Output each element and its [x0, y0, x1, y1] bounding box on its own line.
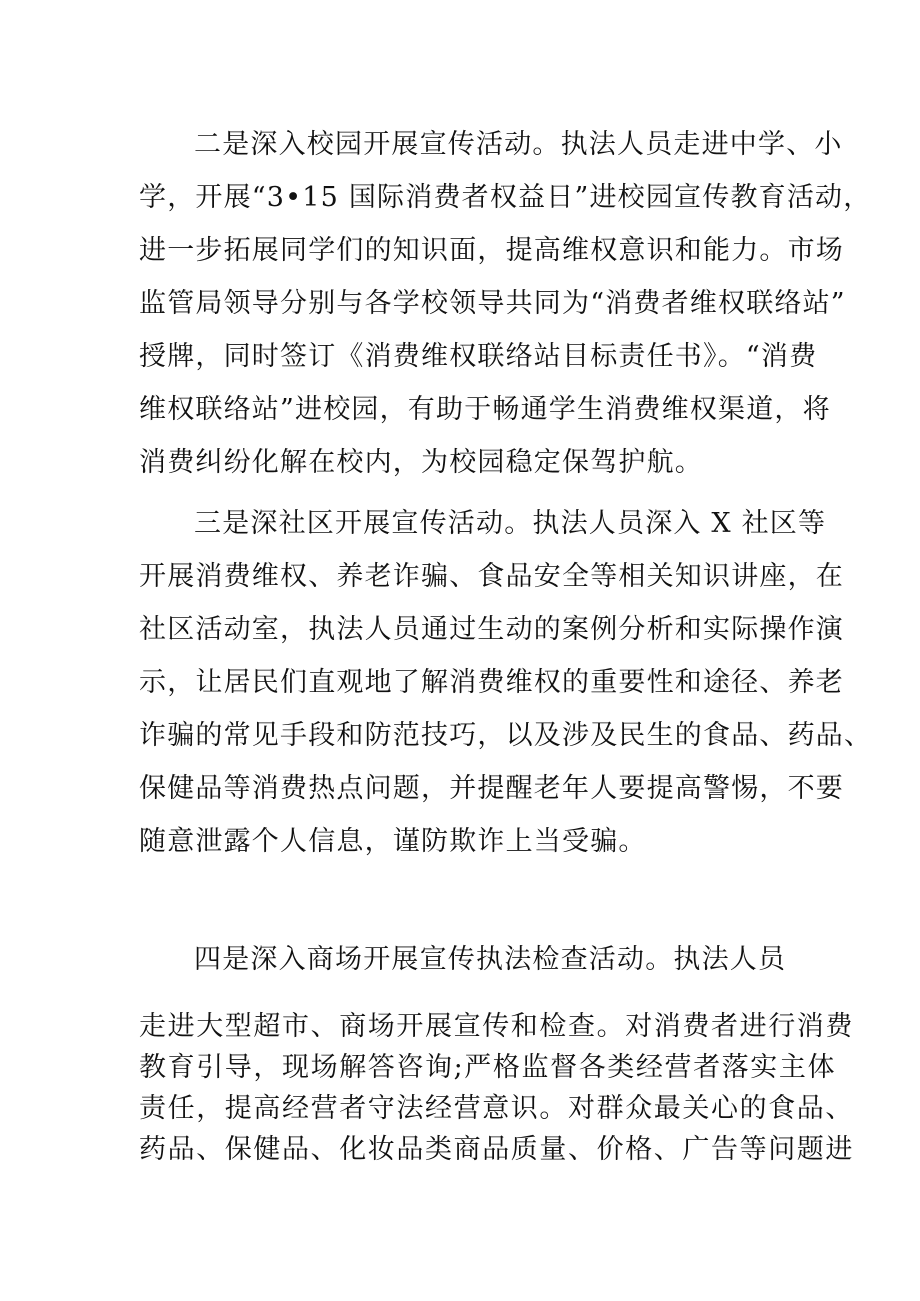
- paragraph-2-line-5: 诈骗的常见手段和防范技巧，以及涉及民生的食品、药品、: [139, 720, 873, 751]
- paragraph-2-line-6: 保健品等消费热点问题，并提醒老年人要提高警惕，不要: [139, 773, 844, 804]
- paragraph-3-line-3: 教育引导，现场解答咨询;严格监督各类经营者落实主体: [139, 1052, 837, 1083]
- paragraph-1-line-2: 学，开展“3•15 国际消费者权益日”进校园宣传教育活动，: [139, 182, 872, 213]
- paragraph-3-line-1: 四是深入商场开展宣传执法检查活动。执法人员: [194, 944, 787, 975]
- paragraph-1-line-6: 维权联络站”进校园，有助于畅通学生消费维权渠道，将: [139, 394, 831, 425]
- paragraph-1-line-3: 进一步拓展同学们的知识面，提高维权意识和能力。市场: [139, 235, 844, 266]
- paragraph-1-line-4: 监管局领导分别与各学校领导共同为“消费者维权联络站”: [139, 288, 846, 319]
- paragraph-1-line-1: 二是深入校园开展宣传活动。执法人员走进中学、小: [194, 129, 843, 160]
- paragraph-3-line-2: 走进大型超市、商场开展宣传和检查。对消费者进行消费: [139, 1011, 854, 1042]
- paragraph-1-line-5: 授牌，同时签订《消费维权联络站目标责任书》。“消费: [139, 341, 818, 372]
- paragraph-3-line-5: 药品、保健品、化妆品类商品质量、价格、广告等问题进: [139, 1134, 854, 1165]
- paragraph-2-line-1: 三是深社区开展宣传活动。执法人员深入 X 社区等: [194, 508, 827, 539]
- paragraph-2-line-7: 随意泄露个人信息，谨防欺诈上当受骗。: [139, 826, 647, 857]
- paragraph-3-line-4: 责任，提高经营者守法经营意识。对群众最关心的食品、: [139, 1093, 854, 1124]
- paragraph-1-line-7: 消费纠纷化解在校内，为校园稳定保驾护航。: [139, 447, 703, 478]
- paragraph-2-line-2: 开展消费维权、养老诈骗、食品安全等相关知识讲座，在: [139, 561, 844, 592]
- paragraph-2-line-3: 社区活动室，执法人员通过生动的案例分析和实际操作演: [139, 614, 844, 645]
- paragraph-2-line-4: 示，让居民们直观地了解消费维权的重要性和途径、养老: [139, 667, 844, 698]
